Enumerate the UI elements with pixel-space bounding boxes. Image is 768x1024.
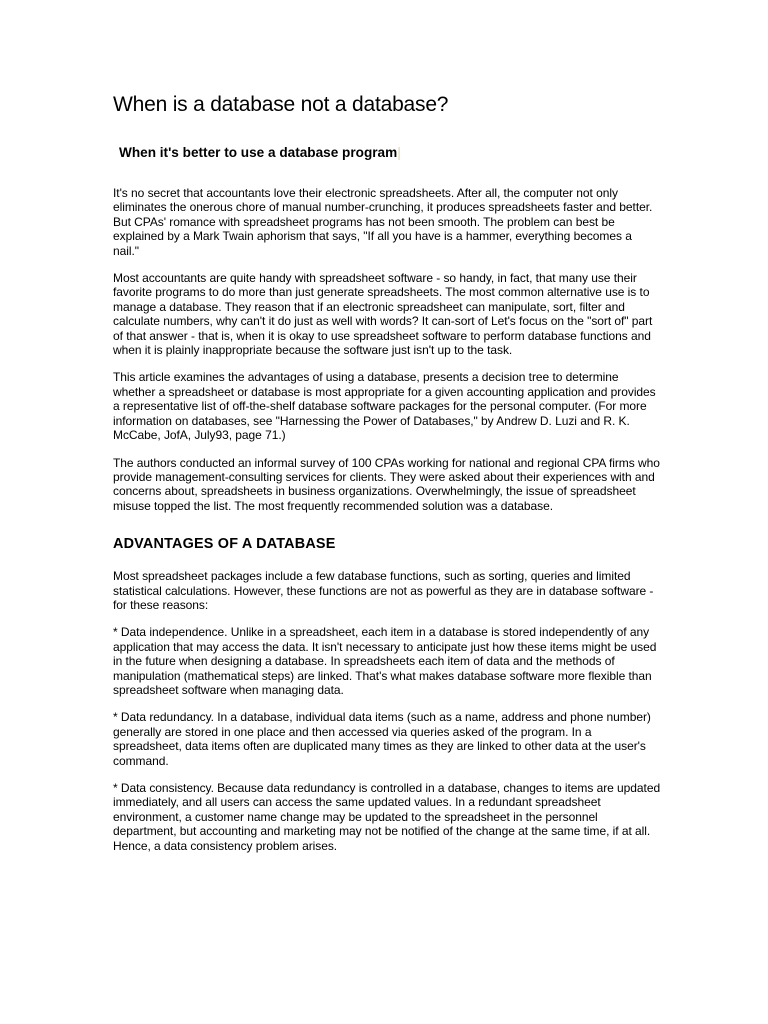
intro-paragraph-3: This article examines the advantages of using a database, presents a decision tree to determine whether a spreadsheet or database is most appropriate for a given accounting application and provides a representative list of off-the-shelf database software packages for the personal computer. (For more information on databases, see "Harnessing the Power of Databases," by Andrew D. Luzi and R. K. McCabe, JofA, July93, page 71.)	[113, 370, 656, 443]
intro-paragraph-2: Most accountants are quite handy with spreadsheet software - so handy, in fact, that many use their favorite programs to do more than just generate spreadsheets. The most common alternative use is to manage a database. They reason that if an electronic spreadsheet can manipulate, sort, filter and calculate numbers, why can't it do just as well with words? It can-sort of Let's focus on the "sort of" part of that answer - that is, when it is okay to use spreadsheet software to perform database functions and when it is plainly inappropriate because the software just isn't up to the task.	[113, 271, 653, 358]
subtitle-trailing-mark: |	[397, 145, 401, 160]
article-subtitle-text: When it's better to use a database program	[119, 145, 398, 160]
article	[113, 92, 661, 853]
article-subtitle	[119, 144, 661, 162]
intro-paragraph-4: The authors conducted an informal survey of 100 CPAs working for national and regional CPA firms who provide management-consulting services for clients. They were asked about their experiences with and concerns about, spreadsheets in business organizations. Overwhelmingly, the issue of spreadsheet misuse topped the list. The most frequently recommended solution was a database.	[113, 455, 660, 513]
bullet-data-independence: * Data independence. Unlike in a spreadsheet, each item in a database is stored independently of any application that may access the data. It isn't necessary to anticipate just how these items might be used in the future when designing a database. In spreadsheets each item of data and the methods of manipulation (mathematical steps) are linked. That's what makes database software more flexible than spreadsheet software when managing data.	[113, 625, 657, 697]
section-heading: ADVANTAGES OF A DATABASE	[113, 536, 336, 553]
page-title: When is a database not a database?	[113, 93, 449, 116]
intro-paragraph-1: It's no secret that accountants love their electronic spreadsheets. After all, the computer not only eliminates the onerous chore of manual number-crunching, it produces spreadsheets faster and better. But CPAs' romance with spreadsheet programs has not been smooth. The problem can best be explained by a Mark Twain aphorism that says, "If all you have is a hammer, everything becomes a nail."	[113, 186, 653, 258]
bullet-data-redundancy: * Data redundancy. In a database, individual data items (such as a name, address and phone number) generally are stored in one place and then accessed via queries asked of the program. In a spreadsheet, data items often are duplicated many times as they are linked to other data at the user's command.	[113, 710, 651, 768]
bullet-data-consistency: * Data consistency. Because data redundancy is controlled in a database, changes to items are updated immediately, and all users can access the same updated values. In a redundant spreadsheet environment, a customer name change may be updated to the spreadsheet in the personnel department, but accounting and marketing may not be notified of the change at the same time, if at all. Hence, a data consistency problem arises.	[113, 781, 661, 853]
section-intro-paragraph: Most spreadsheet packages include a few database functions, such as sorting, queries and limited statistical calculations. However, these functions are not as powerful as they are in database software - for these reasons:	[113, 569, 654, 612]
